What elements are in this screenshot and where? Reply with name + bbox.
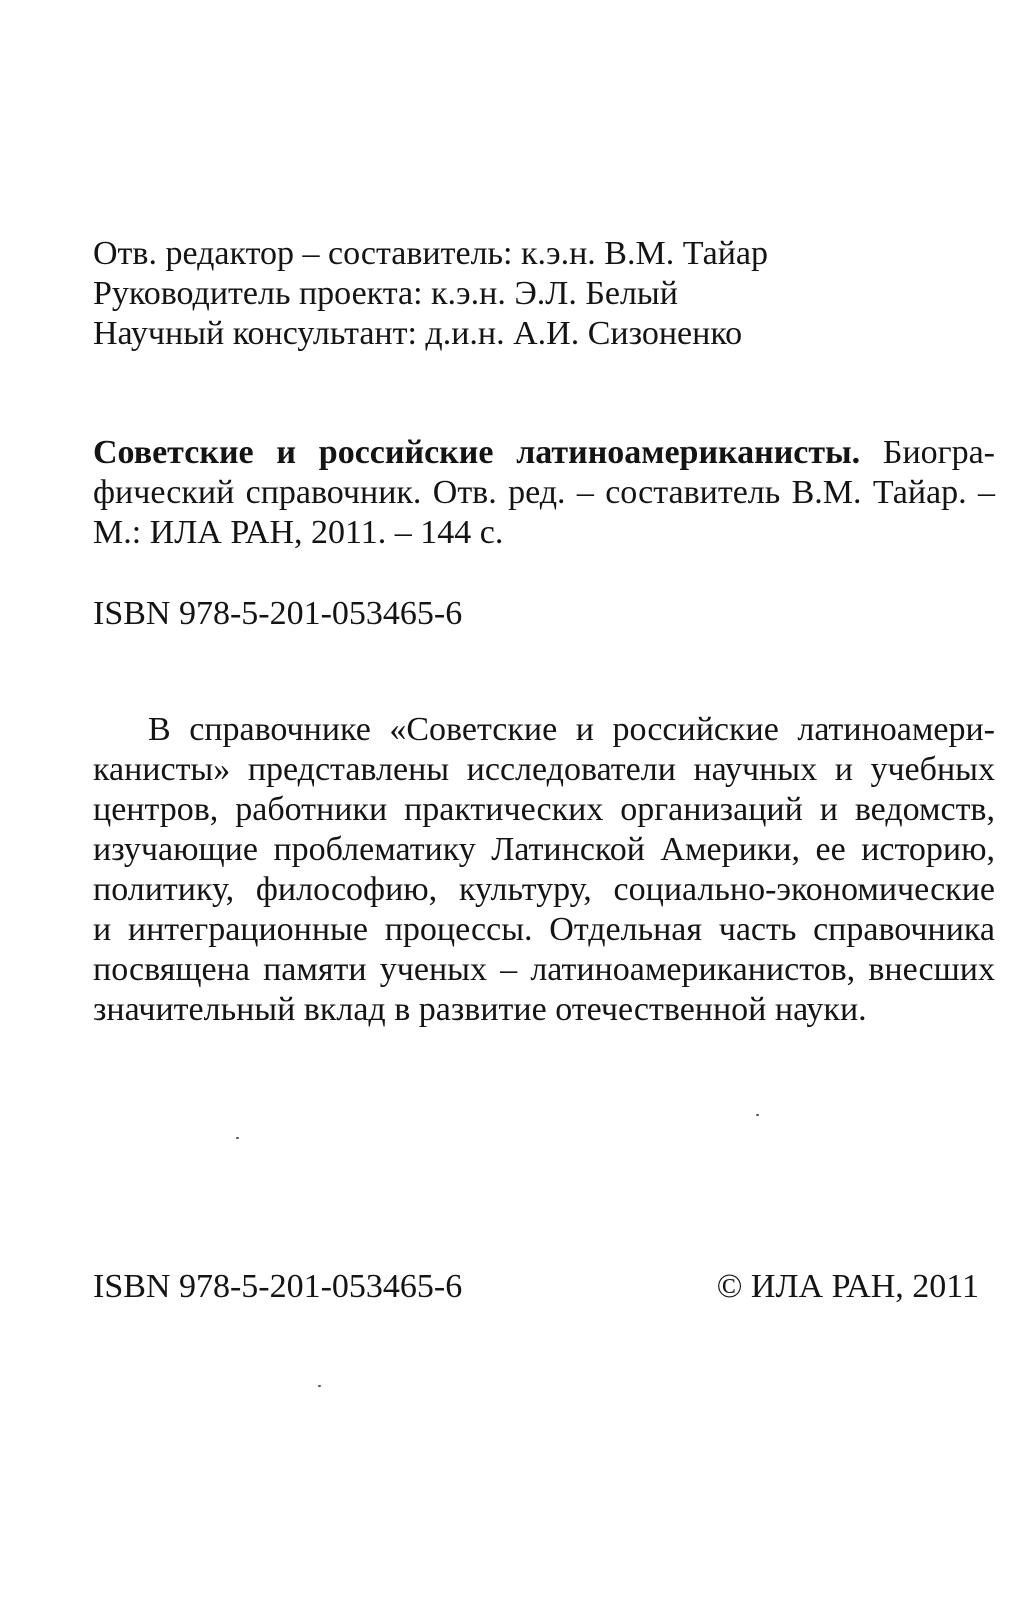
scan-speck bbox=[756, 1114, 759, 1116]
footer-copyright: © ИЛА РАН, 2011 bbox=[716, 1268, 979, 1305]
abstract-line: В справочнике «Советские и российские латиноамери- bbox=[148, 711, 995, 748]
biblio-line-2: фический справочник. Отв. ред. – составитель В.М. Тайар. – bbox=[93, 474, 995, 511]
credit-editor: Отв. редактор – составитель: к.э.н. В.М. Тайар bbox=[93, 235, 769, 272]
abstract-line: канисты» представлены исследователи научных и учебных bbox=[93, 751, 995, 788]
credits-block bbox=[93, 234, 993, 354]
biblio-line-1 bbox=[93, 433, 995, 473]
abstract-line: посвящена памяти ученых – латиноамериканистов, внесших bbox=[93, 951, 995, 988]
abstract-line: центров, работники практических организаций и ведомств, bbox=[93, 791, 995, 828]
scan-speck bbox=[236, 1137, 239, 1139]
credit-consultant: Научный консультант: д.и.н. А.И. Сизоненко bbox=[93, 315, 743, 352]
abstract-line: политику, философию, культуру, социально-экономические bbox=[93, 871, 995, 908]
credit-project-lead: Руководитель проекта: к.э.н. Э.Л. Белый bbox=[93, 275, 678, 312]
abstract-paragraph bbox=[93, 710, 995, 1030]
abstract-line: значительный вклад в развитие отечественной науки. bbox=[93, 991, 867, 1028]
abstract-line: изучающие проблематику Латинской Америки, ее историю, bbox=[93, 831, 995, 868]
footer-row bbox=[93, 1267, 979, 1307]
book-title: Советские и российские латиноамериканисты. bbox=[93, 434, 861, 471]
abstract-line: и интеграционные процессы. Отдельная часть справочника bbox=[93, 911, 995, 948]
isbn-top: ISBN 978-5-201-053465-6 bbox=[93, 595, 463, 632]
biblio-line-1-rest: Биогра- bbox=[860, 434, 996, 471]
bibliographic-description bbox=[93, 433, 995, 553]
biblio-line-3: М.: ИЛА РАН, 2011. – 144 с. bbox=[93, 514, 504, 551]
footer-isbn: ISBN 978-5-201-053465-6 bbox=[93, 1268, 463, 1305]
scan-speck bbox=[318, 1385, 321, 1387]
